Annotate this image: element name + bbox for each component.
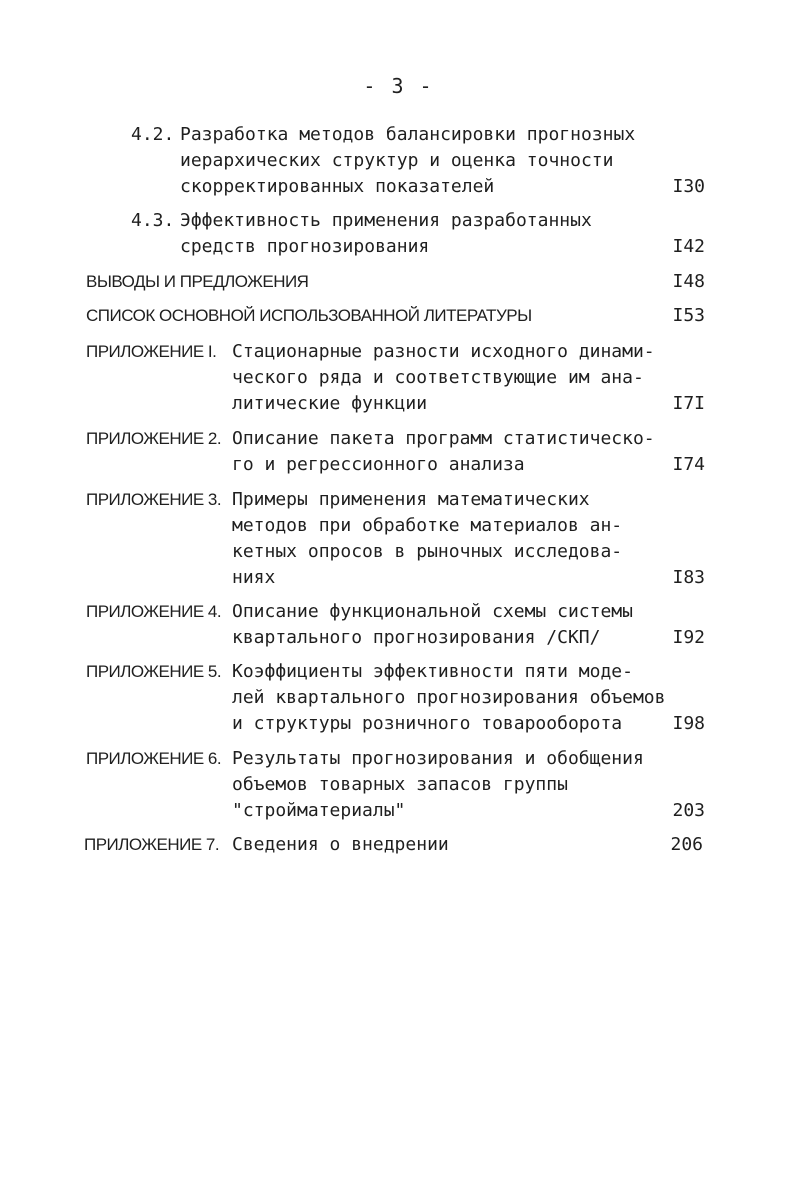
toc-appendix-6-line-1: Результаты прогнозирования и обобщения (232, 748, 644, 769)
toc-appendix-4-line-2: квартального прогнозирования /СКП/ (232, 627, 601, 648)
toc-appendix-5-line-2: лей квартального прогнозирования объемов (232, 687, 666, 708)
toc-appendix-6-line-2: объемов товарных запасов группы (232, 774, 568, 795)
toc-entry-4-2-line-3: скорректированных показателей (180, 176, 495, 197)
toc-appendix-5-label: ПРИЛОЖЕНИЕ 5. (86, 662, 222, 681)
toc-appendix-2-page: I74 (672, 454, 705, 475)
toc-entry-4-2-number: 4.2. (131, 124, 175, 145)
toc-appendix-7-line-1: Сведения о внедрении (232, 834, 449, 855)
toc-appendix-5-line-1: Коэффициенты эффективности пяти моде- (232, 661, 633, 682)
toc-appendix-1-page: I7I (672, 393, 705, 414)
toc-entry-4-3-number: 4.3. (131, 210, 175, 231)
toc-appendix-7-label: ПРИЛОЖЕНИЕ 7. (84, 835, 220, 854)
toc-appendix-1-label: ПРИЛОЖЕНИЕ I. (86, 342, 217, 361)
toc-conclusions-title: ВЫВОДЫ И ПРЕДЛОЖЕНИЯ (86, 272, 309, 291)
toc-appendix-5-line-3: и структуры розничного товарооборота (232, 713, 623, 734)
toc-entry-4-3-page: I42 (672, 236, 705, 257)
toc-literature-title: СПИСОК ОСНОВНОЙ ИСПОЛЬЗОВАННОЙ ЛИТЕРАТУРЫ (86, 306, 532, 325)
toc-appendix-6-page: 203 (672, 800, 705, 821)
toc-appendix-1-line-1: Стационарные разности исходного динами- (232, 341, 655, 362)
toc-appendix-7-page: 206 (670, 834, 703, 855)
toc-conclusions-page: I48 (672, 271, 705, 292)
toc-appendix-3-page: I83 (672, 567, 705, 588)
toc-appendix-3-line-4: ниях (232, 567, 276, 588)
toc-appendix-2-label: ПРИЛОЖЕНИЕ 2. (86, 429, 222, 448)
toc-entry-4-2-line-2: иерархических структур и оценка точности (180, 150, 614, 171)
page-number: - 3 - (363, 74, 434, 98)
toc-appendix-4-page: I92 (672, 627, 705, 648)
toc-appendix-1-line-2: ческого ряда и соответствующие им ана- (232, 367, 644, 388)
toc-appendix-2-line-2: го и регрессионного анализа (232, 454, 525, 475)
toc-appendix-3-line-1: Примеры применения математических (232, 489, 590, 510)
toc-entry-4-2-line-1: Разработка методов балансировки прогнозных (180, 124, 636, 145)
toc-appendix-3-label: ПРИЛОЖЕНИЕ 3. (86, 490, 222, 509)
toc-appendix-4-label: ПРИЛОЖЕНИЕ 4. (86, 602, 222, 621)
toc-appendix-1-line-3: литические функции (232, 393, 428, 414)
toc-appendix-3-line-2: методов при обработке материалов ан- (232, 515, 623, 536)
toc-appendix-6-label: ПРИЛОЖЕНИЕ 6. (86, 749, 222, 768)
toc-entry-4-3-line-2: средств прогнозирования (180, 236, 430, 257)
toc-entry-4-3-line-1: Эффективность применения разработанных (180, 210, 592, 231)
toc-appendix-2-line-1: Описание пакета программ статистическо- (232, 428, 655, 449)
toc-appendix-3-line-3: кетных опросов в рыночных исследова- (232, 541, 623, 562)
toc-appendix-6-line-3: "стройматериалы" (232, 800, 406, 821)
toc-appendix-4-line-1: Описание функциональной схемы системы (232, 601, 633, 622)
toc-entry-4-2-page: I30 (672, 176, 705, 197)
toc-literature-page: I53 (672, 305, 705, 326)
toc-appendix-5-page: I98 (672, 713, 705, 734)
